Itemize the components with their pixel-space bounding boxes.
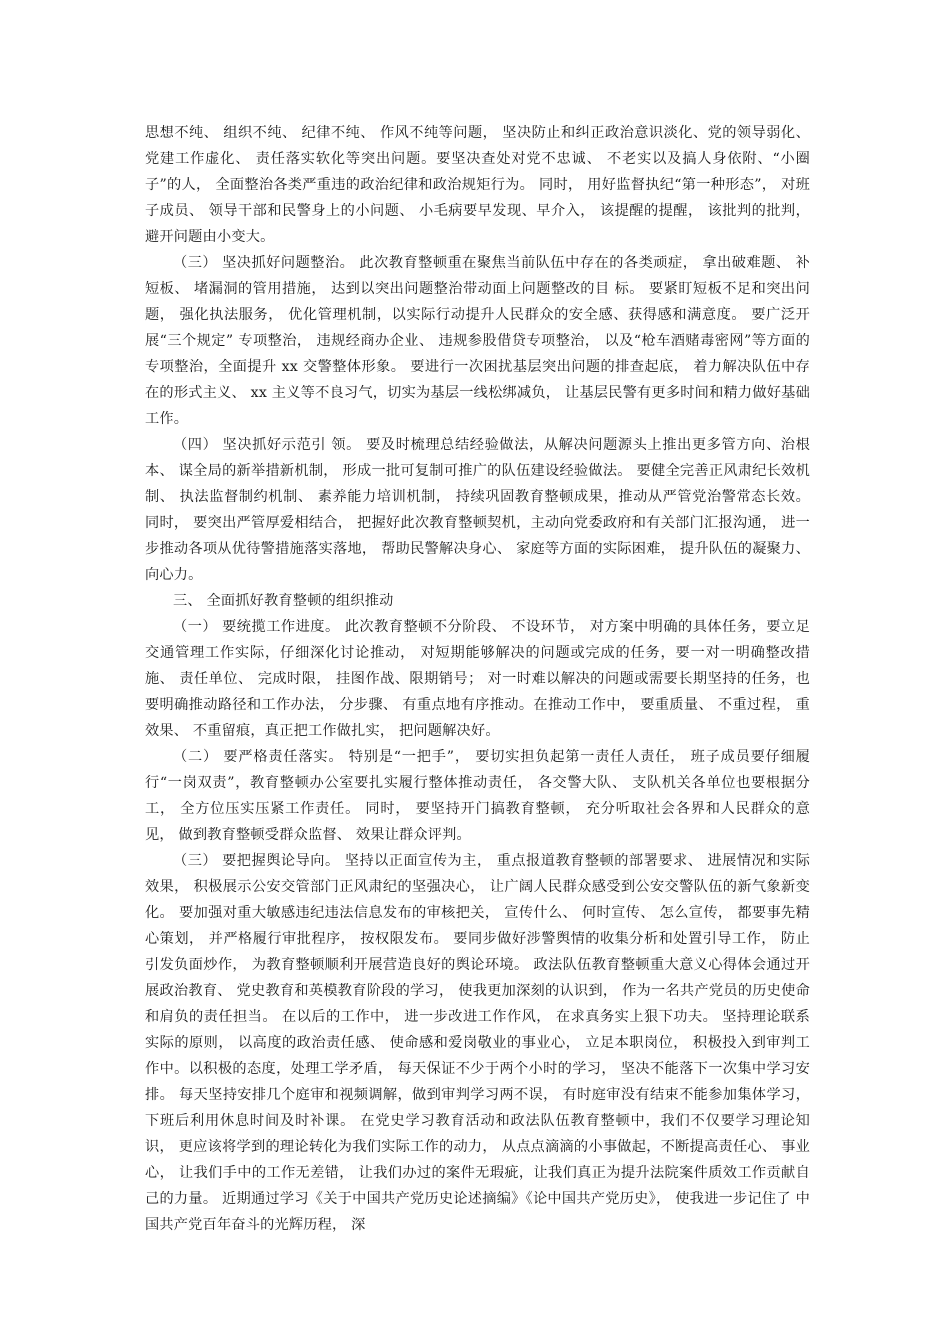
paragraph-work-progress: （一） 要统揽工作进度。 此次教育整顿不分阶段、 不设环节， 对方案中明确的具体任务，要立足交通管理工作实际，仔细深化讨论推动， 对短期能够解决的问题或完成的任务，要一对一明确整改措施、 责任单位、 完成时限， 挂图作战、限期销号； 对一时难以解决的问题或需要长期坚持的任务，也要明确推动路径和工作办法， 分步骤、 有重点地有序推动。在推动工作中， 要重质量、 不重过程， 重效果、 不重留痕，真正把工作做扎实， 把问题解决好。	[145, 619, 810, 739]
paragraph-public-opinion: （三） 要把握舆论导向。 坚持以正面宣传为主， 重点报道教育整顿的部署要求、 进展情况和实际效果， 积极展示公安交管部门正风肃纪的坚强决心， 让广阔人民群众感受到公安交警队伍的新气象新变化。 要加强对重大敏感违纪违法信息发布的审核把关， 宣传什么、 何时宣传、 怎么宣传， 都要事先精心策划， 并严格履行审批程序， 按权限发布。 要同步做好涉警舆情的收集分析和处置引导工作， 防止引发负面炒作， 为教育整顿顺利开展营造良好的舆论环境。 政法队伍教育整顿重大意义心得体会通过开展政治教育、 党史教育和英模教育阶段的学习， 使我更加深刻的认识到， 作为一名共产党员的历史使命和肩负的责任担当。 在以后的工作中， 进一步改进工作作风， 在求真务实上狠下功夫。 坚持理论联系实际的原则， 以高度的政治责任感、 使命感和爱岗敬业的事业心， 立足本职岗位， 积极投入到审判工作中。以积极的态度，处理工学矛盾， 每天保证不少于两个小时的学习， 坚决不能落下一次集中学习安排。 每天坚持安排几个庭审和视频调解，做到审判学习两不误， 有时庭审没有结束不能参加集体学习，下班后利用休息时间及时补课。 在党史学习教育活动和政法队伍教育整顿中，我们不仅要学习理论知识， 更应该将学到的理论转化为我们实际工作的动力， 从点点滴滴的小事做起，不断提高责任心、 事业心， 让我们手中的工作无差错， 让我们办过的案件无瑕疵，让我们真正为提升法院案件质效工作贡献自己的力量。 近期通过学习《关于中国共产党历史论述摘编》《论中国共产党历史》， 使我进一步记住了 中国共产党百年奋斗的光辉历程， 深	[145, 853, 810, 1233]
document-page	[145, 120, 810, 1238]
paragraph-problem-rectification: （三） 坚决抓好问题整治。 此次教育整顿重在聚焦当前队伍中存在的各类顽症， 拿出破难题、 补短板、 堵漏洞的管用措施， 达到以突出问题整治带动面上问题整改的目 标。 要紧盯短板不足和突出问题， 强化执法服务， 优化管理机制，以实际行动提升人民群众的安全感、获得感和满意度。 要广泛开展“三个规定” 专项整治， 违规经商办企业、 违规参股借贷专项整治， 以及“枪车酒赌毒密网”等方面的专项整治，全面提升 xx 交警整体形象。 要进行一次困扰基层突出问题的排查起底， 着力解决队伍中存在的形式主义、 xx 主义等不良习气，切实为基层一线松绑减负， 让基层民警有更多时间和精力做好基础工作。	[145, 255, 810, 427]
section-heading: 三、 全面抓好教育整顿的组织推动	[173, 593, 394, 609]
paragraph-demonstration: （四） 坚决抓好示范引 领。 要及时梳理总结经验做法，从解决问题源头上推出更多管方向、治根本、 谋全局的新举措新机制， 形成一批可复制可推广的队伍建设经验做法。 要健全完善正风肃纪长效机制、 执法监督制约机制、 素养能力培训机制， 持续巩固教育整顿成果，推动从严管党治警常态长效。 同时， 要突出严管厚爱相结合， 把握好此次教育整顿契机，主动向党委政府和有关部门汇报沟通， 进一步推动各项从优待警措施落实落地， 帮助民警解决身心、 家庭等方面的实际困难， 提升队伍的凝聚力、 向心力。	[145, 437, 810, 583]
paragraph-intro: 思想不纯、 组织不纯、 纪律不纯、 作风不纯等问题， 坚决防止和纠正政治意识淡化、党的领导弱化、 党建工作虚化、 责任落实软化等突出问题。要坚决查处对党不忠诚、 不老实以及搞人身依附、“小圈子”的人， 全面整治各类严重违的政治纪律和政治规矩行为。 同时， 用好监督执纪“第一种形态”， 对班子成员、 领导干部和民警身上的小问题、 小毛病要早发现、早介入， 该提醒的提醒， 该批判的批判， 避开问题由小变大。	[145, 125, 810, 245]
paragraph-responsibility: （二） 要严格责任落实。 特别是“一把手”， 要切实担负起第一责任人责任， 班子成员要仔细履行“一岗双责”，教育整顿办公室要扎实履行整体推动责任， 各交警大队、 支队机关各单位也要根据分工， 全方位压实压紧工作责任。 同时， 要坚持开门搞教育整顿， 充分听取社会各界和人民群众的意见， 做到教育整顿受群众监督、 效果让群众评判。	[145, 749, 810, 843]
